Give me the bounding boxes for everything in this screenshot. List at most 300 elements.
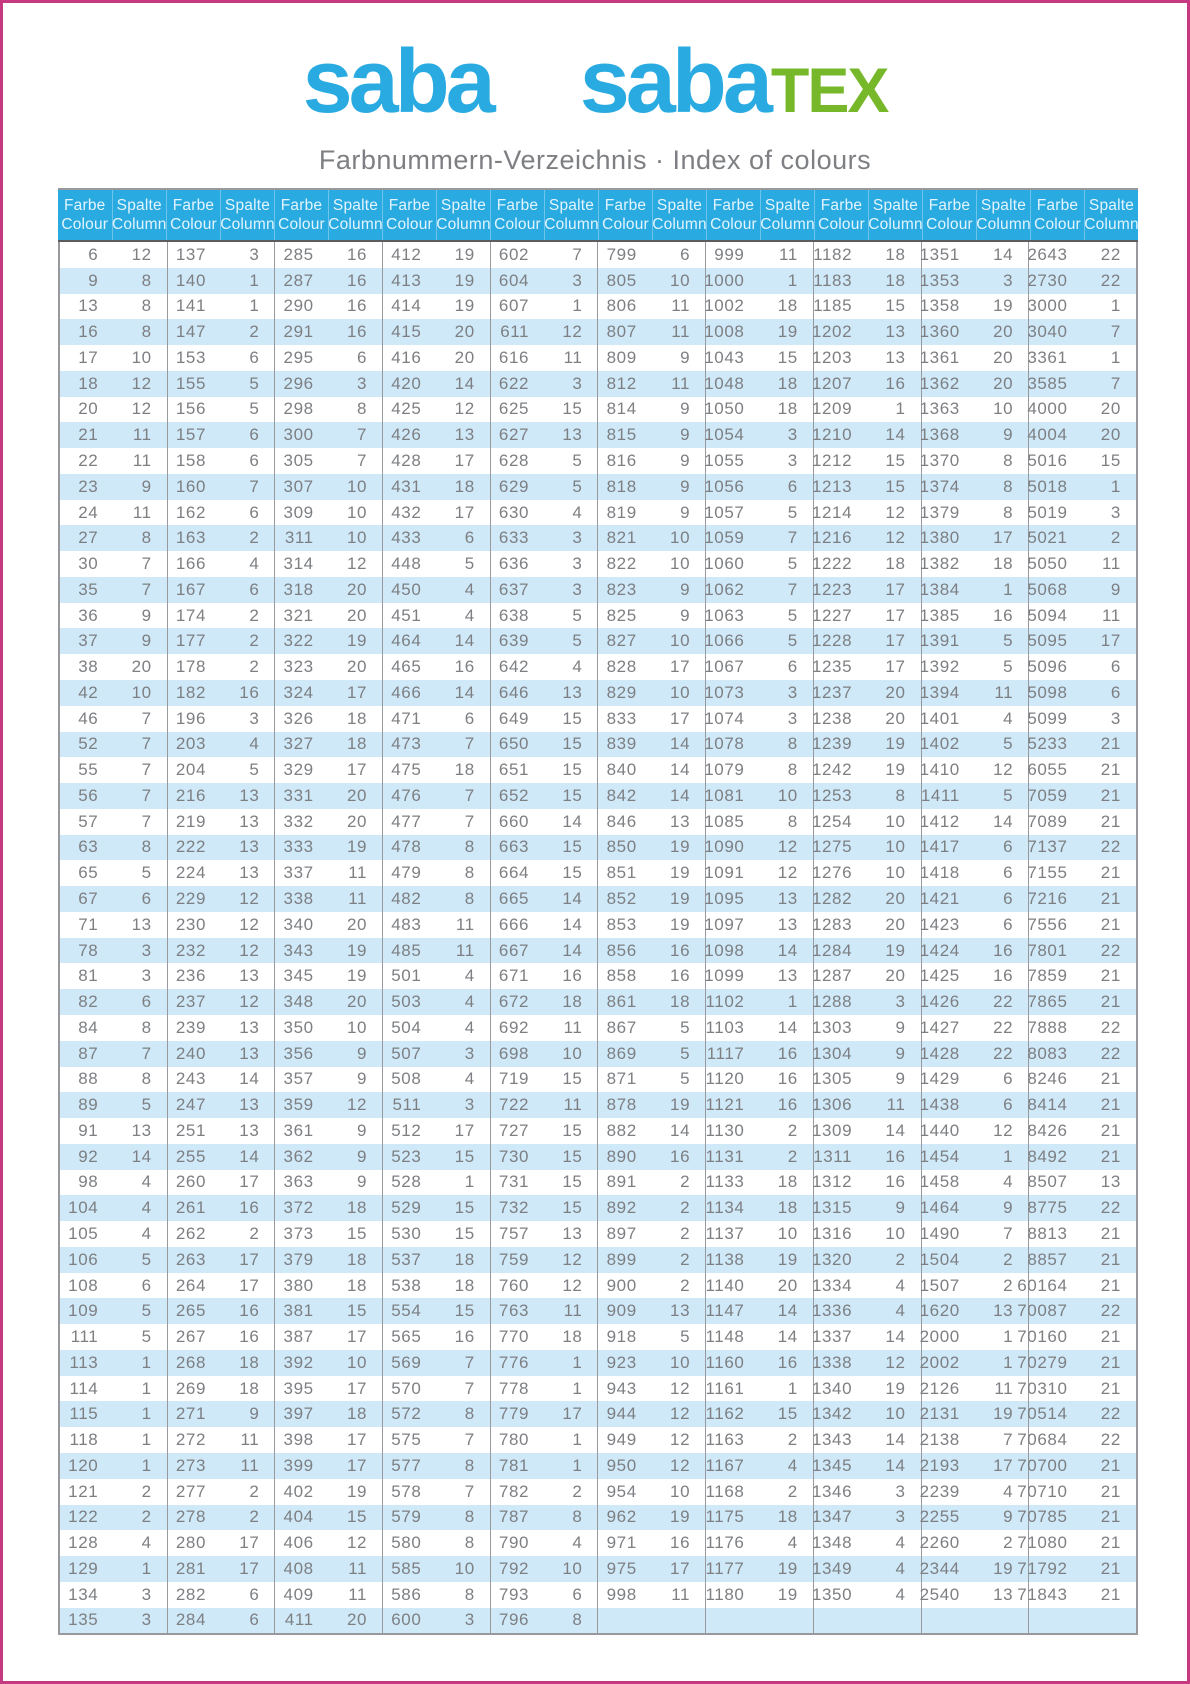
farbe-value: 1351 bbox=[921, 242, 975, 268]
farbe-value: 431 bbox=[382, 474, 436, 500]
farbe-value: 23 bbox=[78, 476, 99, 496]
farbe-value: 1214 bbox=[813, 500, 867, 526]
farbe-value: 1380 bbox=[921, 525, 975, 551]
farbe-value: 1312 bbox=[813, 1170, 867, 1196]
farbe-value: 343 bbox=[274, 938, 328, 964]
spalte-value: 4 bbox=[249, 734, 260, 754]
spalte-value: 6 bbox=[357, 347, 368, 367]
farbe-value: 649 bbox=[490, 706, 544, 732]
farbe-value: 1161 bbox=[705, 1376, 759, 1402]
spalte-value: 15 bbox=[346, 1223, 368, 1243]
farbe-value: 406 bbox=[274, 1530, 328, 1556]
farbe-value: 790 bbox=[490, 1530, 544, 1556]
farbe-value bbox=[1028, 1608, 1082, 1634]
spalte-value: 1 bbox=[787, 1378, 798, 1398]
spalte-value: 11 bbox=[240, 1455, 260, 1475]
spalte-value: 15 bbox=[562, 1172, 583, 1192]
farbe-value: 1223 bbox=[813, 577, 867, 603]
spalte-value: 22 bbox=[993, 1017, 1014, 1037]
spalte-value: 8 bbox=[1003, 476, 1014, 496]
spalte-value: 1 bbox=[141, 1430, 152, 1450]
table-row bbox=[60, 938, 1136, 964]
table-row bbox=[60, 1041, 1136, 1067]
spalte-value: 19 bbox=[885, 1378, 906, 1398]
farbe-value: 962 bbox=[597, 1505, 651, 1531]
farbe-value: 397 bbox=[274, 1401, 328, 1427]
spalte-value: 12 bbox=[885, 528, 906, 548]
farbe-value: 821 bbox=[597, 525, 651, 551]
farbe-value: 35 bbox=[78, 579, 99, 599]
spalte-value: 2 bbox=[1110, 528, 1121, 548]
farbe-value: 1336 bbox=[813, 1298, 867, 1324]
farbe-value: 1253 bbox=[813, 783, 867, 809]
farbe-value: 3361 bbox=[1028, 345, 1082, 371]
farbe-value: 2344 bbox=[921, 1556, 975, 1582]
spalte-value: 19 bbox=[777, 1249, 798, 1269]
farbe-value: 840 bbox=[597, 757, 651, 783]
farbe-value: 1103 bbox=[705, 1015, 759, 1041]
farbe-value: 578 bbox=[382, 1479, 436, 1505]
spalte-value: 7 bbox=[464, 785, 475, 805]
farbe-value: 1417 bbox=[921, 835, 975, 861]
spalte-value: 8 bbox=[141, 270, 152, 290]
spalte-value: 16 bbox=[777, 1352, 798, 1372]
farbe-value: 5098 bbox=[1028, 680, 1082, 706]
spalte-value: 18 bbox=[885, 244, 906, 264]
column-header-farbe: Farbe Colour bbox=[382, 190, 436, 240]
spalte-value: 11 bbox=[994, 682, 1014, 702]
farbe-value: 1438 bbox=[921, 1092, 975, 1118]
spalte-value: 17 bbox=[454, 1120, 475, 1140]
farbe-value: 504 bbox=[382, 1015, 436, 1041]
farbe-value: 1440 bbox=[921, 1118, 975, 1144]
farbe-value: 1002 bbox=[705, 294, 759, 320]
spalte-value: 12 bbox=[239, 940, 260, 960]
farbe-value: 1212 bbox=[813, 448, 867, 474]
spalte-value: 21 bbox=[1100, 1146, 1121, 1166]
spalte-value: 2 bbox=[787, 1120, 798, 1140]
spalte-value: 11 bbox=[348, 889, 368, 909]
spalte-value: 2 bbox=[141, 1481, 152, 1501]
spalte-value: 4 bbox=[141, 1198, 152, 1218]
farbe-value: 1131 bbox=[705, 1144, 759, 1170]
spalte-value: 15 bbox=[346, 1507, 368, 1527]
spalte-value: 12 bbox=[670, 1430, 691, 1450]
farbe-value: 1391 bbox=[921, 628, 975, 654]
farbe-value: 763 bbox=[490, 1298, 544, 1324]
spalte-value: 10 bbox=[346, 502, 368, 522]
farbe-value: 1334 bbox=[813, 1273, 867, 1299]
spalte-value: 1 bbox=[787, 992, 798, 1012]
farbe-value: 1345 bbox=[813, 1453, 867, 1479]
spalte-value: 17 bbox=[1100, 631, 1121, 651]
farbe-value: 1209 bbox=[813, 397, 867, 423]
farbe-value: 409 bbox=[274, 1582, 328, 1608]
farbe-value: 796 bbox=[490, 1608, 544, 1634]
farbe-value: 395 bbox=[274, 1376, 328, 1402]
farbe-value: 629 bbox=[490, 474, 544, 500]
farbe-value: 759 bbox=[490, 1247, 544, 1273]
farbe-value: 1055 bbox=[705, 448, 759, 474]
farbe-value: 665 bbox=[490, 886, 544, 912]
spalte-value: 17 bbox=[670, 1558, 691, 1578]
saba-logo: saba bbox=[302, 32, 492, 132]
farbe-value: 5021 bbox=[1028, 525, 1082, 551]
spalte-value: 12 bbox=[454, 399, 475, 419]
farbe-value: 404 bbox=[274, 1505, 328, 1531]
farbe-value: 816 bbox=[597, 448, 651, 474]
spalte-value: 6 bbox=[1003, 1095, 1014, 1115]
table-body bbox=[58, 242, 1138, 1635]
farbe-value: 1176 bbox=[705, 1530, 759, 1556]
spalte-value: 6 bbox=[249, 1610, 260, 1630]
spalte-value: 8 bbox=[357, 399, 368, 419]
table-row bbox=[60, 551, 1136, 577]
farbe-value: 1213 bbox=[813, 474, 867, 500]
farbe-value: 8492 bbox=[1028, 1144, 1082, 1170]
farbe-value: 8414 bbox=[1028, 1092, 1082, 1118]
farbe-value: 1490 bbox=[921, 1221, 975, 1247]
farbe-value: 373 bbox=[274, 1221, 328, 1247]
farbe-value: 1008 bbox=[705, 319, 759, 345]
spalte-value: 9 bbox=[357, 1069, 368, 1089]
spalte-value: 7 bbox=[141, 1043, 152, 1063]
spalte-value: 16 bbox=[239, 682, 260, 702]
spalte-value: 2 bbox=[249, 322, 260, 342]
farbe-value bbox=[705, 1608, 759, 1634]
spalte-value: 19 bbox=[454, 296, 475, 316]
farbe-value: 13 bbox=[78, 296, 99, 316]
spalte-value: 17 bbox=[885, 579, 906, 599]
spalte-value: 13 bbox=[885, 347, 906, 367]
farbe-value: 1095 bbox=[705, 886, 759, 912]
spalte-value: 9 bbox=[895, 1017, 906, 1037]
farbe-value: 331 bbox=[274, 783, 328, 809]
farbe-value: 1081 bbox=[705, 783, 759, 809]
farbe-value: 1311 bbox=[813, 1144, 867, 1170]
table-row bbox=[60, 1118, 1136, 1144]
column-header-spalte: Spalte Column bbox=[544, 190, 598, 240]
farbe-value: 1304 bbox=[813, 1041, 867, 1067]
spalte-value: 3 bbox=[572, 554, 583, 574]
spalte-value: 10 bbox=[131, 682, 152, 702]
farbe-value bbox=[921, 1608, 975, 1634]
spalte-value: 5 bbox=[1003, 657, 1014, 677]
farbe-value: 1337 bbox=[813, 1324, 867, 1350]
spalte-value: 10 bbox=[346, 528, 368, 548]
farbe-value: 512 bbox=[382, 1118, 436, 1144]
farbe-value: 70160 bbox=[1028, 1324, 1082, 1350]
spalte-value: 13 bbox=[239, 1120, 260, 1140]
farbe-value: 70310 bbox=[1028, 1376, 1082, 1402]
farbe-value: 485 bbox=[382, 938, 436, 964]
column-header-spalte: Spalte Column bbox=[760, 190, 814, 240]
spalte-value: 18 bbox=[777, 1198, 798, 1218]
spalte-value: 19 bbox=[885, 940, 906, 960]
spalte-value: 14 bbox=[239, 1146, 260, 1166]
farbe-value: 263 bbox=[167, 1247, 221, 1273]
farbe-value: 1368 bbox=[921, 422, 975, 448]
table-row bbox=[60, 1401, 1136, 1427]
spalte-value: 17 bbox=[239, 1172, 260, 1192]
spalte-value: 2 bbox=[249, 1223, 260, 1243]
farbe-value: 356 bbox=[274, 1041, 328, 1067]
farbe-value: 46 bbox=[78, 708, 99, 728]
spalte-value: 13 bbox=[562, 425, 583, 445]
farbe-value: 1238 bbox=[813, 706, 867, 732]
spalte-value: 7 bbox=[464, 811, 475, 831]
farbe-value: 267 bbox=[167, 1324, 221, 1350]
spalte-value: 9 bbox=[680, 502, 691, 522]
farbe-value: 37 bbox=[78, 631, 99, 651]
spalte-value: 19 bbox=[670, 863, 691, 883]
spalte-value: 18 bbox=[346, 734, 368, 754]
table-row bbox=[60, 1298, 1136, 1324]
spalte-value: 21 bbox=[1100, 1223, 1121, 1243]
spalte-value: 18 bbox=[454, 476, 475, 496]
farbe-value: 2131 bbox=[921, 1401, 975, 1427]
spalte-value: 9 bbox=[680, 399, 691, 419]
farbe-value: 420 bbox=[382, 371, 436, 397]
spalte-value: 17 bbox=[239, 1558, 260, 1578]
spalte-value: 4 bbox=[895, 1301, 906, 1321]
farbe-value: 20 bbox=[78, 399, 99, 419]
farbe-value: 799 bbox=[597, 242, 651, 268]
farbe-value: 642 bbox=[490, 654, 544, 680]
spalte-value: 16 bbox=[885, 1146, 906, 1166]
farbe-value: 1050 bbox=[705, 397, 759, 423]
spalte-value: 17 bbox=[670, 708, 691, 728]
spalte-value: 8 bbox=[464, 1533, 475, 1553]
spalte-value: 20 bbox=[885, 914, 906, 934]
spalte-value: 11 bbox=[671, 296, 691, 316]
farbe-value bbox=[813, 1608, 867, 1634]
farbe-value: 428 bbox=[382, 448, 436, 474]
spalte-value: 2 bbox=[249, 1507, 260, 1527]
spalte-value: 12 bbox=[993, 1120, 1014, 1140]
table-row bbox=[60, 783, 1136, 809]
farbe-value: 1074 bbox=[705, 706, 759, 732]
farbe-value: 108 bbox=[68, 1275, 99, 1295]
spalte-value: 8 bbox=[464, 1455, 475, 1475]
spalte-value: 3 bbox=[141, 966, 152, 986]
spalte-value: 4 bbox=[464, 992, 475, 1012]
column-header-farbe: Farbe Colour bbox=[61, 196, 109, 233]
farbe-value: 182 bbox=[167, 680, 221, 706]
spalte-value: 4 bbox=[1003, 1481, 1014, 1501]
farbe-value: 1227 bbox=[813, 603, 867, 629]
spalte-value: 9 bbox=[680, 451, 691, 470]
farbe-value: 897 bbox=[597, 1221, 651, 1247]
farbe-value: 852 bbox=[597, 886, 651, 912]
spalte-value: 6 bbox=[1003, 1069, 1014, 1089]
spalte-value: 4 bbox=[1003, 1172, 1014, 1192]
farbe-value: 414 bbox=[382, 294, 436, 320]
farbe-value: 899 bbox=[597, 1247, 651, 1273]
spalte-value: 16 bbox=[993, 940, 1014, 960]
spalte-value: 11 bbox=[994, 1378, 1014, 1398]
spalte-value: 4 bbox=[895, 1275, 906, 1295]
spalte-value: 21 bbox=[1100, 1352, 1121, 1372]
spalte-value: 12 bbox=[131, 373, 152, 393]
farbe-value: 1163 bbox=[705, 1427, 759, 1453]
spalte-value: 20 bbox=[131, 657, 152, 677]
spalte-value: 3 bbox=[787, 682, 798, 702]
spalte-value: 8 bbox=[464, 889, 475, 909]
farbe-value: 1402 bbox=[921, 732, 975, 758]
farbe-value: 580 bbox=[382, 1530, 436, 1556]
spalte-value: 7 bbox=[572, 244, 583, 264]
spalte-value: 6 bbox=[787, 657, 798, 677]
spalte-value: 2 bbox=[787, 1430, 798, 1450]
spalte-value: 6 bbox=[1003, 914, 1014, 934]
spalte-value: 17 bbox=[993, 1455, 1014, 1475]
farbe-value: 1059 bbox=[705, 525, 759, 551]
spalte-value: 14 bbox=[562, 811, 583, 831]
spalte-value: 8 bbox=[141, 296, 152, 316]
farbe-value: 1428 bbox=[921, 1041, 975, 1067]
spalte-value: 6 bbox=[249, 1584, 260, 1604]
farbe-value: 1000 bbox=[705, 268, 759, 294]
farbe-value: 1099 bbox=[705, 963, 759, 989]
farbe-value: 878 bbox=[597, 1092, 651, 1118]
spalte-value: 16 bbox=[239, 1327, 260, 1347]
farbe-value: 177 bbox=[167, 628, 221, 654]
spalte-value: 9 bbox=[895, 1069, 906, 1089]
farbe-value: 87 bbox=[78, 1043, 99, 1063]
farbe-value: 240 bbox=[167, 1041, 221, 1067]
farbe-value: 162 bbox=[167, 500, 221, 526]
spalte-value: 7 bbox=[464, 1352, 475, 1372]
spalte-value: 18 bbox=[885, 554, 906, 574]
farbe-value: 825 bbox=[597, 603, 651, 629]
farbe-value: 229 bbox=[167, 886, 221, 912]
farbe-value: 6055 bbox=[1028, 757, 1082, 783]
spalte-value: 20 bbox=[777, 1275, 798, 1295]
spalte-value: 14 bbox=[131, 1146, 152, 1166]
farbe-value: 823 bbox=[597, 577, 651, 603]
farbe-value: 120 bbox=[68, 1455, 99, 1475]
farbe-value: 251 bbox=[167, 1118, 221, 1144]
farbe-value: 1348 bbox=[813, 1530, 867, 1556]
spalte-value: 15 bbox=[562, 837, 583, 857]
spalte-value: 1 bbox=[249, 296, 260, 316]
farbe-value: 923 bbox=[597, 1350, 651, 1376]
farbe-value: 7155 bbox=[1028, 860, 1082, 886]
farbe-value: 1305 bbox=[813, 1067, 867, 1093]
farbe-value: 1288 bbox=[813, 989, 867, 1015]
farbe-value: 71792 bbox=[1028, 1556, 1082, 1582]
spalte-value: 9 bbox=[895, 1198, 906, 1218]
spalte-value: 5 bbox=[249, 399, 260, 419]
column-header-farbe: Farbe Colour bbox=[1030, 190, 1084, 240]
farbe-value: 7556 bbox=[1028, 912, 1082, 938]
spalte-value: 9 bbox=[141, 631, 152, 651]
spalte-value: 14 bbox=[885, 1430, 906, 1450]
farbe-value: 70684 bbox=[1028, 1427, 1082, 1453]
farbe-value: 511 bbox=[382, 1092, 436, 1118]
spalte-value: 3 bbox=[787, 425, 798, 445]
spalte-value: 2 bbox=[141, 1507, 152, 1527]
farbe-value: 660 bbox=[490, 809, 544, 835]
table-row bbox=[60, 963, 1136, 989]
sabatex-logo bbox=[579, 32, 888, 132]
farbe-value: 827 bbox=[597, 628, 651, 654]
farbe-value: 856 bbox=[597, 938, 651, 964]
spalte-value: 12 bbox=[346, 554, 368, 574]
spalte-value: 16 bbox=[670, 940, 691, 960]
farbe-value: 413 bbox=[382, 268, 436, 294]
farbe-value: 261 bbox=[167, 1195, 221, 1221]
spalte-value: 13 bbox=[670, 811, 691, 831]
farbe-value: 7859 bbox=[1028, 963, 1082, 989]
farbe-value: 42 bbox=[78, 682, 99, 702]
spalte-value: 10 bbox=[993, 399, 1014, 419]
spalte-value: 20 bbox=[346, 579, 368, 599]
spalte-value: 7 bbox=[787, 579, 798, 599]
spalte-value: 22 bbox=[1100, 270, 1121, 290]
farbe-value: 398 bbox=[274, 1427, 328, 1453]
spalte-value: 14 bbox=[777, 1301, 798, 1321]
spalte-value: 1 bbox=[141, 1455, 152, 1475]
spalte-value: 20 bbox=[885, 682, 906, 702]
farbe-value: 239 bbox=[167, 1015, 221, 1041]
spalte-value: 7 bbox=[787, 528, 798, 548]
farbe-value: 607 bbox=[490, 294, 544, 320]
farbe-value: 909 bbox=[597, 1298, 651, 1324]
farbe-value: 84 bbox=[78, 1017, 99, 1037]
spalte-value: 21 bbox=[1100, 1507, 1121, 1527]
spalte-value: 2 bbox=[787, 1481, 798, 1501]
spalte-value: 1 bbox=[1110, 296, 1121, 316]
table-row bbox=[60, 603, 1136, 629]
farbe-value: 196 bbox=[167, 706, 221, 732]
spalte-value: 3 bbox=[895, 1507, 906, 1527]
farbe-value: 4004 bbox=[1028, 422, 1082, 448]
farbe-value: 858 bbox=[597, 963, 651, 989]
spalte-value: 21 bbox=[1100, 914, 1121, 934]
farbe-value: 828 bbox=[597, 654, 651, 680]
farbe-value: 278 bbox=[167, 1505, 221, 1531]
spalte-value: 13 bbox=[239, 811, 260, 831]
spalte-value bbox=[1083, 1608, 1136, 1634]
farbe-value: 1392 bbox=[921, 654, 975, 680]
farbe-value: 730 bbox=[490, 1144, 544, 1170]
farbe-value: 1353 bbox=[921, 268, 975, 294]
spalte-value: 18 bbox=[454, 1249, 475, 1269]
spalte-value: 9 bbox=[357, 1172, 368, 1192]
spalte-value: 22 bbox=[1100, 940, 1121, 960]
farbe-value: 638 bbox=[490, 603, 544, 629]
table-row bbox=[60, 1221, 1136, 1247]
farbe-value: 2643 bbox=[1028, 242, 1082, 268]
spalte-value: 4 bbox=[787, 1455, 798, 1475]
farbe-value: 8857 bbox=[1028, 1247, 1082, 1273]
farbe-value: 466 bbox=[382, 680, 436, 706]
spalte-value: 8 bbox=[895, 785, 906, 805]
farbe-value: 622 bbox=[490, 371, 544, 397]
farbe-value: 1507 bbox=[921, 1273, 975, 1299]
farbe-value: 224 bbox=[167, 860, 221, 886]
spalte-value bbox=[652, 1608, 705, 1634]
spalte-value: 10 bbox=[885, 811, 906, 831]
spalte-value: 19 bbox=[993, 296, 1014, 316]
table-row bbox=[60, 1582, 1136, 1608]
spalte-value: 6 bbox=[141, 1275, 152, 1295]
spalte-value: 12 bbox=[777, 863, 798, 883]
spalte-value: 5 bbox=[1003, 785, 1014, 805]
farbe-value: 1284 bbox=[813, 938, 867, 964]
